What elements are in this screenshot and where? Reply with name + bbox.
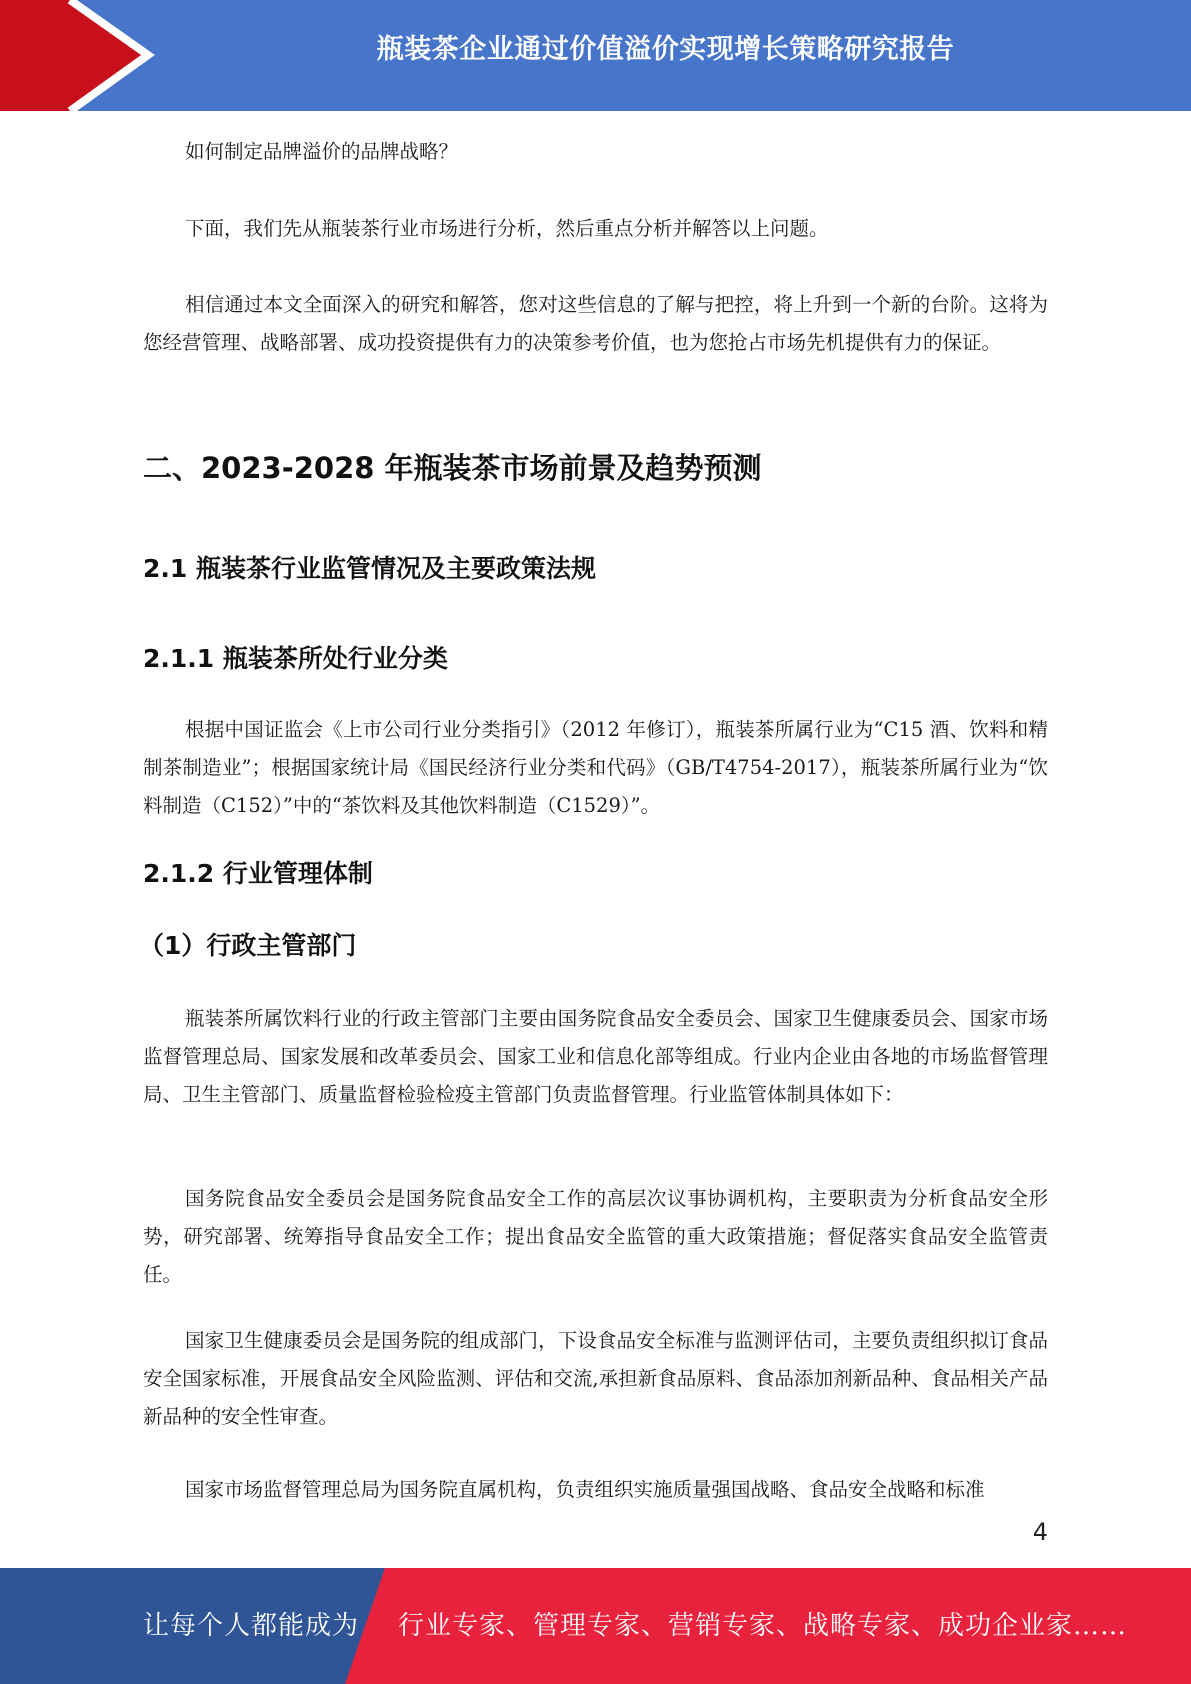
paragraph: 国家卫生健康委员会是国务院的组成部门，下设食品安全标准与监测评估司，主要负责组织拟订食品安全国家标准，开展食品安全风险监测、评估和交流,承担新食品原料、食品添加剂新品种、食品相关产品新品种的安全性审查。 xyxy=(143,1329,1048,1428)
report-title: 瓶装茶企业通过价值溢价实现增长策略研究报告 xyxy=(376,34,955,65)
paragraph: 下面，我们先从瓶装茶行业市场进行分析，然后重点分析并解答以上问题。 xyxy=(185,217,829,240)
item-heading: （1）行政主管部门 xyxy=(139,931,357,960)
paragraph: 根据中国证监会《上市公司行业分类指引》（2012 年修订），瓶装茶所属行业为“C15 酒、饮料和精制茶制造业”；根据国家统计局《国民经济行业分类和代码》（GB/T4754-2017），瓶装茶所属行业为“饮料制造（C152）”中的“茶饮料及其他饮料制造（C1529）”。 xyxy=(143,718,1048,817)
subsubsection-heading: 2.1.2 行业管理体制 xyxy=(143,859,373,888)
subsubsection-heading: 2.1.1 瓶装茶所处行业分类 xyxy=(143,644,448,673)
page-number: 4 xyxy=(1032,1518,1048,1546)
paragraph: 国务院食品安全委员会是国务院食品安全工作的高层次议事协调机构，主要职责为分析食品安全形势，研究部署、统筹指导食品安全工作；提出食品安全监管的重大政策措施；督促落实食品安全监管责任。 xyxy=(143,1187,1048,1286)
paragraph: 如何制定品牌溢价的品牌战略？ xyxy=(185,140,459,163)
page-footer xyxy=(0,1568,1191,1684)
header-chevron-icon xyxy=(0,0,160,111)
footer-slogan-right: 行业专家、管理专家、营销专家、战略专家、成功企业家…… xyxy=(398,1611,1128,1641)
footer-slogan-left: 让每个人都能成为 xyxy=(143,1611,360,1641)
page-header xyxy=(0,0,1191,111)
subsection-heading: 2.1 瓶装茶行业监管情况及主要政策法规 xyxy=(143,554,596,583)
paragraph: 相信通过本文全面深入的研究和解答，您对这些信息的了解与把控，将上升到一个新的台阶。这将为您经营管理、战略部署、成功投资提供有力的决策参考价值，也为您抢占市场先机提供有力的保证。 xyxy=(143,293,1048,354)
paragraph: 国家市场监督管理总局为国务院直属机构，负责组织实施质量强国战略、食品安全战略和标准 xyxy=(185,1478,985,1501)
section-heading: 二、2023-2028 年瓶装茶市场前景及趋势预测 xyxy=(143,451,762,485)
paragraph: 瓶装茶所属饮料行业的行政主管部门主要由国务院食品安全委员会、国家卫生健康委员会、国家市场监督管理总局、国家发展和改革委员会、国家工业和信息化部等组成。行业内企业由各地的市场监督管理局、卫生主管部门、质量监督检验检疫主管部门负责监督管理。行业监管体制具体如下： xyxy=(143,1007,1048,1106)
